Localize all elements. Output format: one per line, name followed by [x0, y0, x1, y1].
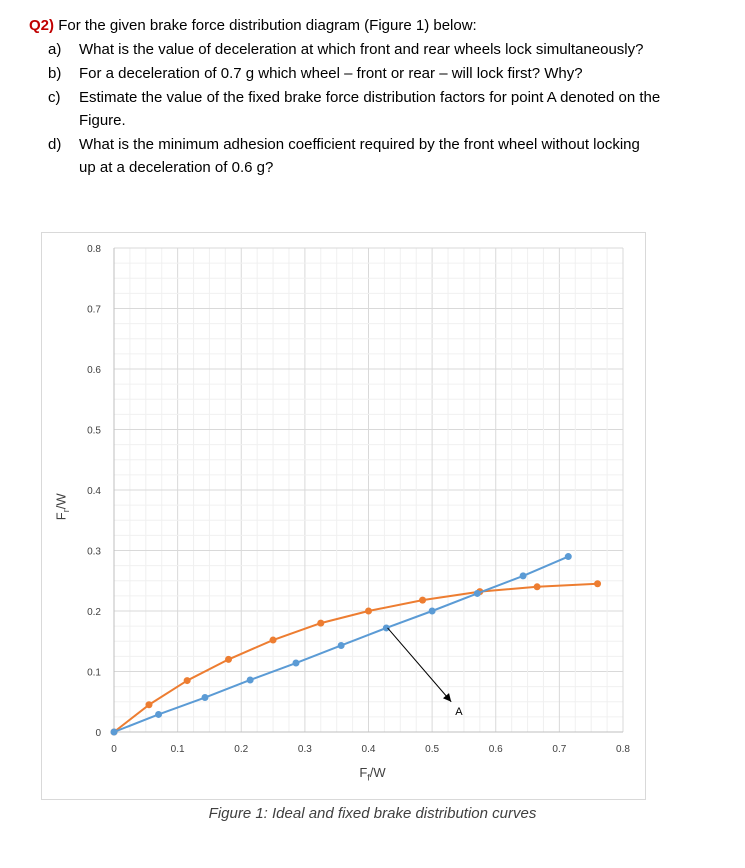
data-point-ideal: [534, 583, 541, 590]
x-tick-label: 0.7: [552, 744, 567, 755]
question-number: Q2): [29, 17, 55, 34]
data-point-ideal: [594, 580, 601, 587]
data-point-fixed: [247, 676, 254, 683]
point-a-label: A: [455, 705, 463, 718]
data-point-fixed: [292, 660, 299, 667]
y-tick-label: 0.3: [87, 546, 101, 558]
x-tick-label: 0: [111, 744, 117, 755]
x-tick-label: 0.1: [170, 744, 185, 755]
data-point-fixed: [565, 553, 572, 560]
series-line-ideal: [114, 584, 598, 732]
figure-caption: Figure 1: Ideal and fixed brake distribution curves: [208, 805, 537, 822]
item-d-letter: d): [48, 136, 62, 153]
y-tick-label: 0.7: [87, 304, 101, 316]
item-a-letter: a): [48, 41, 62, 58]
item-c-text: Estimate the value of the fixed brake force distribution factors for point A denoted on the: [79, 89, 661, 106]
y-tick-label: 0.8: [87, 244, 101, 255]
y-tick-label: 0.6: [87, 365, 101, 376]
item-a-text: What is the value of deceleration at which front and rear wheels lock simultaneously?: [79, 41, 644, 58]
x-axis-label: $F_f/W$: [359, 765, 386, 783]
x-tick-label: 0.2: [234, 744, 249, 755]
y-tick-label: 0.2: [87, 607, 101, 618]
x-tick-label: 0.4: [361, 744, 376, 755]
data-point-fixed: [520, 572, 527, 579]
data-point-ideal: [225, 656, 232, 663]
data-point-ideal: [184, 677, 191, 684]
item-c-letter: c): [48, 89, 61, 106]
data-point-fixed: [338, 642, 345, 649]
data-point-ideal: [419, 597, 426, 604]
y-tick-label: 0.4: [87, 486, 101, 497]
y-tick-label: 0.1: [87, 667, 101, 679]
data-point-fixed: [383, 624, 390, 631]
data-point-fixed: [201, 694, 208, 701]
data-point-fixed: [429, 608, 436, 615]
x-tick-label: 0.6: [488, 744, 503, 755]
data-point-ideal: [270, 637, 277, 644]
arrow-head: [443, 693, 451, 702]
data-point-ideal: [145, 701, 152, 708]
y-tick-label: 0.5: [87, 425, 101, 437]
item-b-text: For a deceleration of 0.7 g which wheel – front or rear – will lock first? Why?: [79, 65, 583, 82]
data-point-ideal: [365, 608, 372, 615]
item-d-text: What is the minimum adhesion coefficient required by the front wheel without locking: [79, 136, 640, 153]
y-axis-label: $F_r/W$: [53, 493, 72, 521]
x-tick-label: 0.8: [616, 744, 630, 755]
x-tick-label: 0.5: [425, 744, 440, 755]
item-b-letter: b): [48, 65, 62, 82]
item-d-text-cont: up at a deceleration of 0.6 g?: [79, 159, 274, 176]
data-point-ideal: [317, 620, 324, 627]
y-tick-label: 0: [95, 728, 101, 739]
data-point-fixed: [474, 590, 481, 597]
question-intro: For the given brake force distribution diagram (Figure 1) below:: [58, 17, 477, 34]
arrow-line: [388, 628, 452, 702]
data-point-fixed: [155, 711, 162, 718]
x-tick-label: 0.3: [297, 744, 312, 755]
data-point-fixed: [111, 729, 118, 736]
item-c-text-cont: Figure.: [79, 112, 126, 129]
